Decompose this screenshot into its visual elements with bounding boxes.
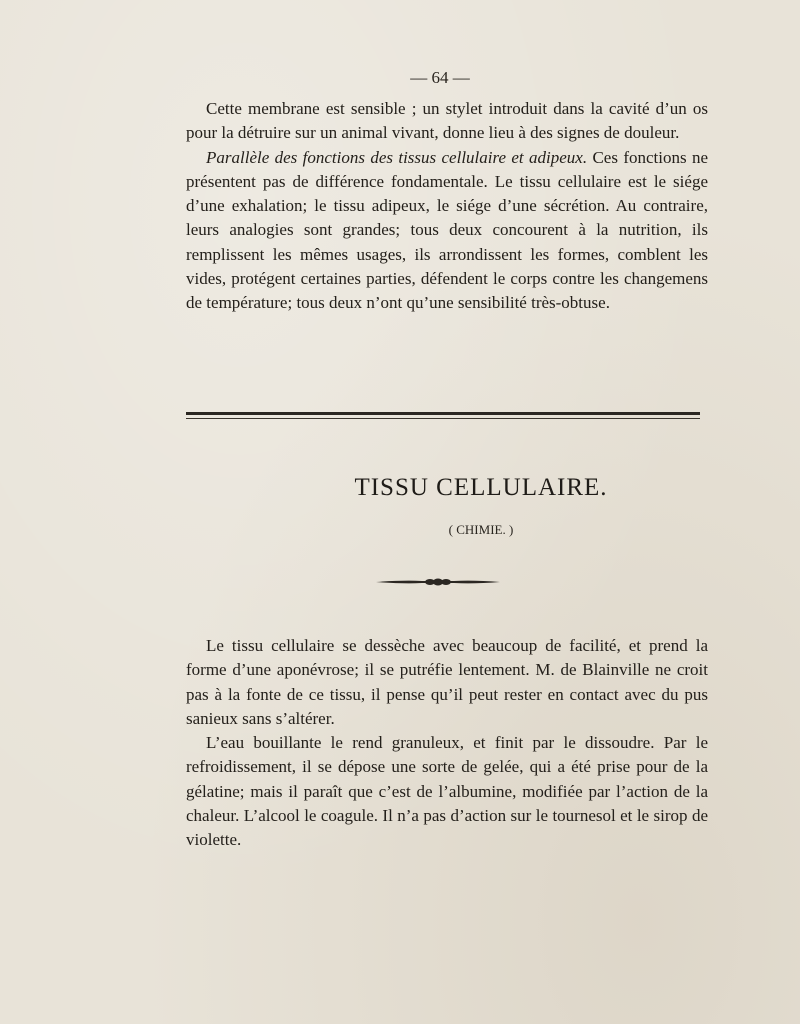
bottom-text-block xyxy=(186,634,708,853)
paragraph-heading: Parallèle des fonctions des tissus cellulaire et adipeux. xyxy=(206,147,588,167)
paragraph-membrane: Cette membrane est sensible ; un stylet introduit dans la cavité d’un os pour la détruire sur un animal vivant, donne lieu à des signes de douleur. xyxy=(186,99,708,143)
ornament-icon xyxy=(374,574,502,590)
paragraph-parallele xyxy=(186,146,708,316)
section-title: TISSU CELLULAIRE. xyxy=(354,474,608,501)
paragraph-body: Ces fonctions ne présentent pas de différence fondamentale. Le tissu cellulaire est le siége d’une exhalation; le tissu adipeux, le siége d’une sécrétion. Au contraire, leurs analogies sont grandes; tous deux concourent à la nutrition, ils remplissent les mêmes usages, ils arrondissent les formes, comblent les vides, protégent certaines parties, défendent le corps contre les changemens de température; tous deux n’ont qu’une sensibilité très-obtuse. xyxy=(186,147,708,313)
paragraph-dessechement: Le tissu cellulaire se dessèche avec beaucoup de facilité, et prend la forme d’une aponévrose; il se putréfie lentement. M. de Blainville ne croit pas à la fonte de ce tissu, il pense qu’il peut rester en contact avec du pus sanieux sans s’altérer. xyxy=(186,636,708,728)
section-divider-thick xyxy=(186,412,700,415)
paragraph-eau-bouillante: L’eau bouillante le rend granuleux, et finit par le dissoudre. Par le refroidissement, il se dépose une sorte de gelée, qui a été prise pour de la gélatine; mais il paraît que c’est de l’albumine, modifiée par l’action de la chaleur. L’alcool le coagule. Il n’a pas d’action sur le tournesol et le sirop de violette. xyxy=(186,733,708,850)
top-text-block xyxy=(186,97,708,316)
section-subtitle: ( CHIMIE. ) xyxy=(448,522,514,537)
page-number: — 64 — xyxy=(410,68,470,87)
section-divider-thin xyxy=(186,418,700,419)
